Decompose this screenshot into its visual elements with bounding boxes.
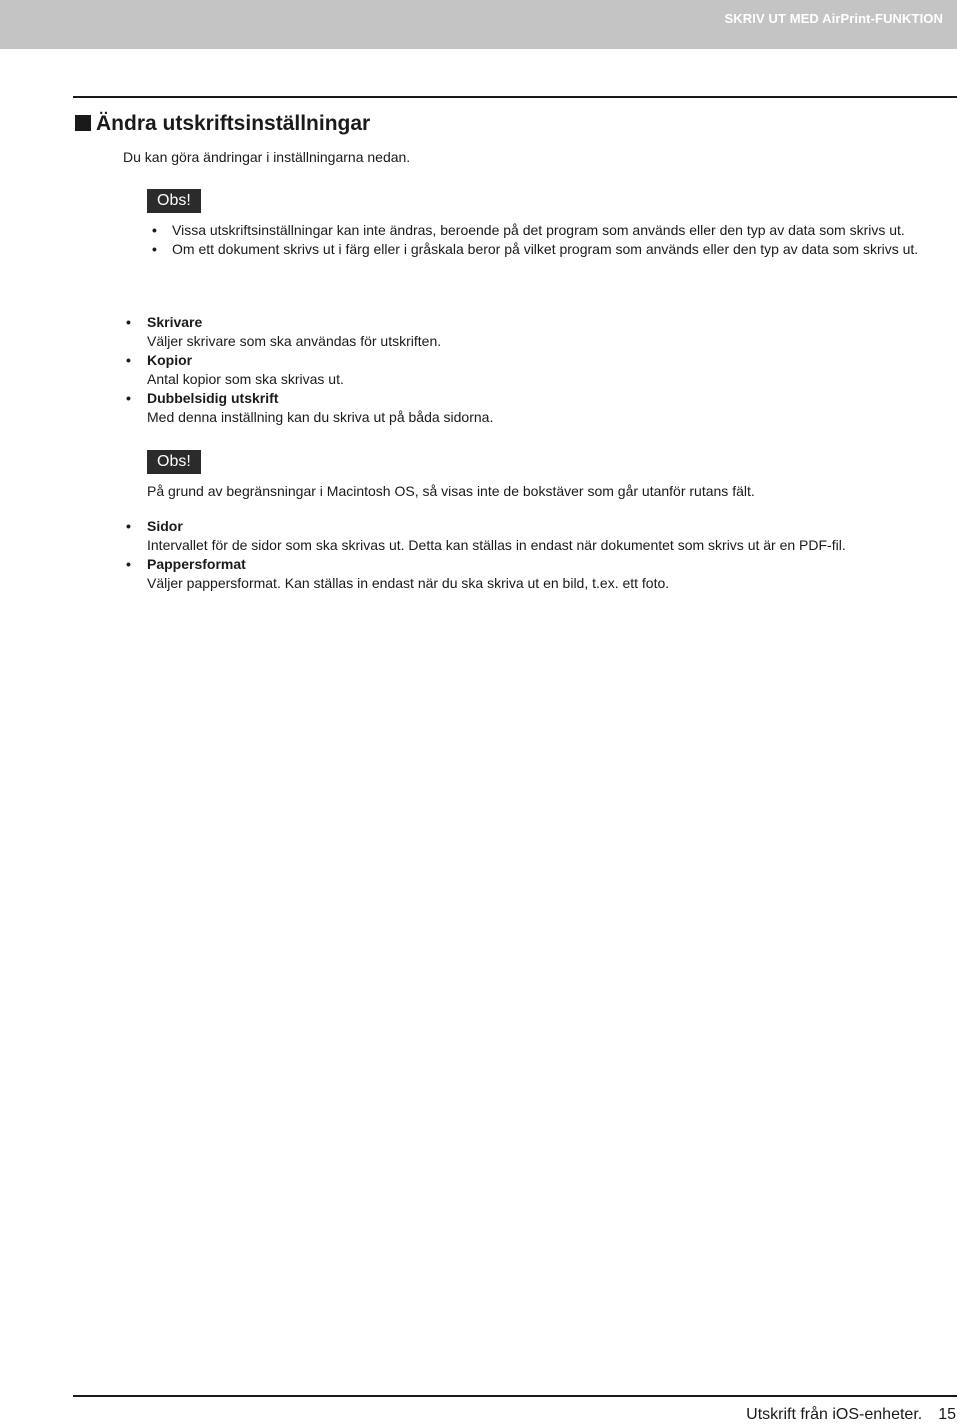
header-band — [0, 0, 957, 49]
section-title — [75, 111, 370, 137]
setting-item — [126, 517, 956, 555]
setting-item — [126, 389, 956, 427]
note-item — [150, 221, 956, 240]
setting-name: Skrivare — [147, 314, 203, 330]
bullet-icon: • — [126, 518, 131, 534]
setting-item — [126, 351, 956, 389]
note-item — [150, 240, 956, 259]
settings-list-2 — [126, 517, 956, 593]
bottom-divider — [73, 1395, 957, 1397]
setting-description: Antal kopior som ska skrivas ut. — [147, 371, 344, 387]
note-text-2: På grund av begränsningar i Macintosh OS, så visas inte de bokstäver som går utanför rutans fält. — [147, 483, 755, 499]
note-item-text: Vissa utskriftsinställningar kan inte ändras, beroende på det program som används eller den typ av data som skrivs ut. — [172, 222, 905, 238]
note-badge-2: Obs! — [147, 450, 201, 474]
page-footer — [746, 1405, 956, 1425]
settings-list-1 — [126, 313, 956, 427]
setting-description: Väljer skrivare som ska användas för utskriften. — [147, 333, 442, 349]
footer-chapter: Utskrift från iOS-enheter. — [746, 1406, 923, 1423]
top-divider — [73, 96, 957, 98]
setting-item — [126, 313, 956, 351]
section-title-text: Ändra utskriftsinställningar — [96, 112, 371, 135]
bullet-icon: • — [126, 390, 131, 406]
setting-name: Dubbelsidig utskrift — [147, 390, 279, 406]
setting-name: Sidor — [147, 518, 183, 534]
setting-description: Med denna inställning kan du skriva ut på båda sidorna. — [147, 409, 494, 425]
note-item-text: Om ett dokument skrivs ut i färg eller i gråskala beror på vilket program som används eller den typ av data som skrivs ut. — [172, 241, 919, 257]
setting-description: Intervallet för de sidor som ska skrivas ut. Detta kan ställas in endast när dokumentet som skrivs ut är en PDF-fil. — [147, 537, 846, 553]
setting-description: Väljer pappersformat. Kan ställas in endast när du ska skriva ut en bild, t.ex. ett foto. — [147, 575, 670, 591]
page-number: 15 — [938, 1406, 956, 1423]
setting-name: Pappersformat — [147, 556, 246, 572]
bullet-icon: • — [126, 352, 131, 368]
bullet-icon: • — [126, 556, 131, 572]
bullet-icon: • — [126, 314, 131, 330]
note-badge-1: Obs! — [147, 189, 201, 213]
header-title: SKRIV UT MED AirPrint-FUNKTION — [724, 11, 943, 26]
bullet-icon: • — [152, 241, 157, 257]
note-list-1 — [150, 221, 956, 259]
bullet-icon: • — [152, 222, 157, 238]
setting-name: Kopior — [147, 352, 193, 368]
setting-item — [126, 555, 956, 593]
square-bullet-icon — [75, 115, 91, 131]
intro-text: Du kan göra ändringar i inställningarna nedan. — [123, 149, 411, 165]
